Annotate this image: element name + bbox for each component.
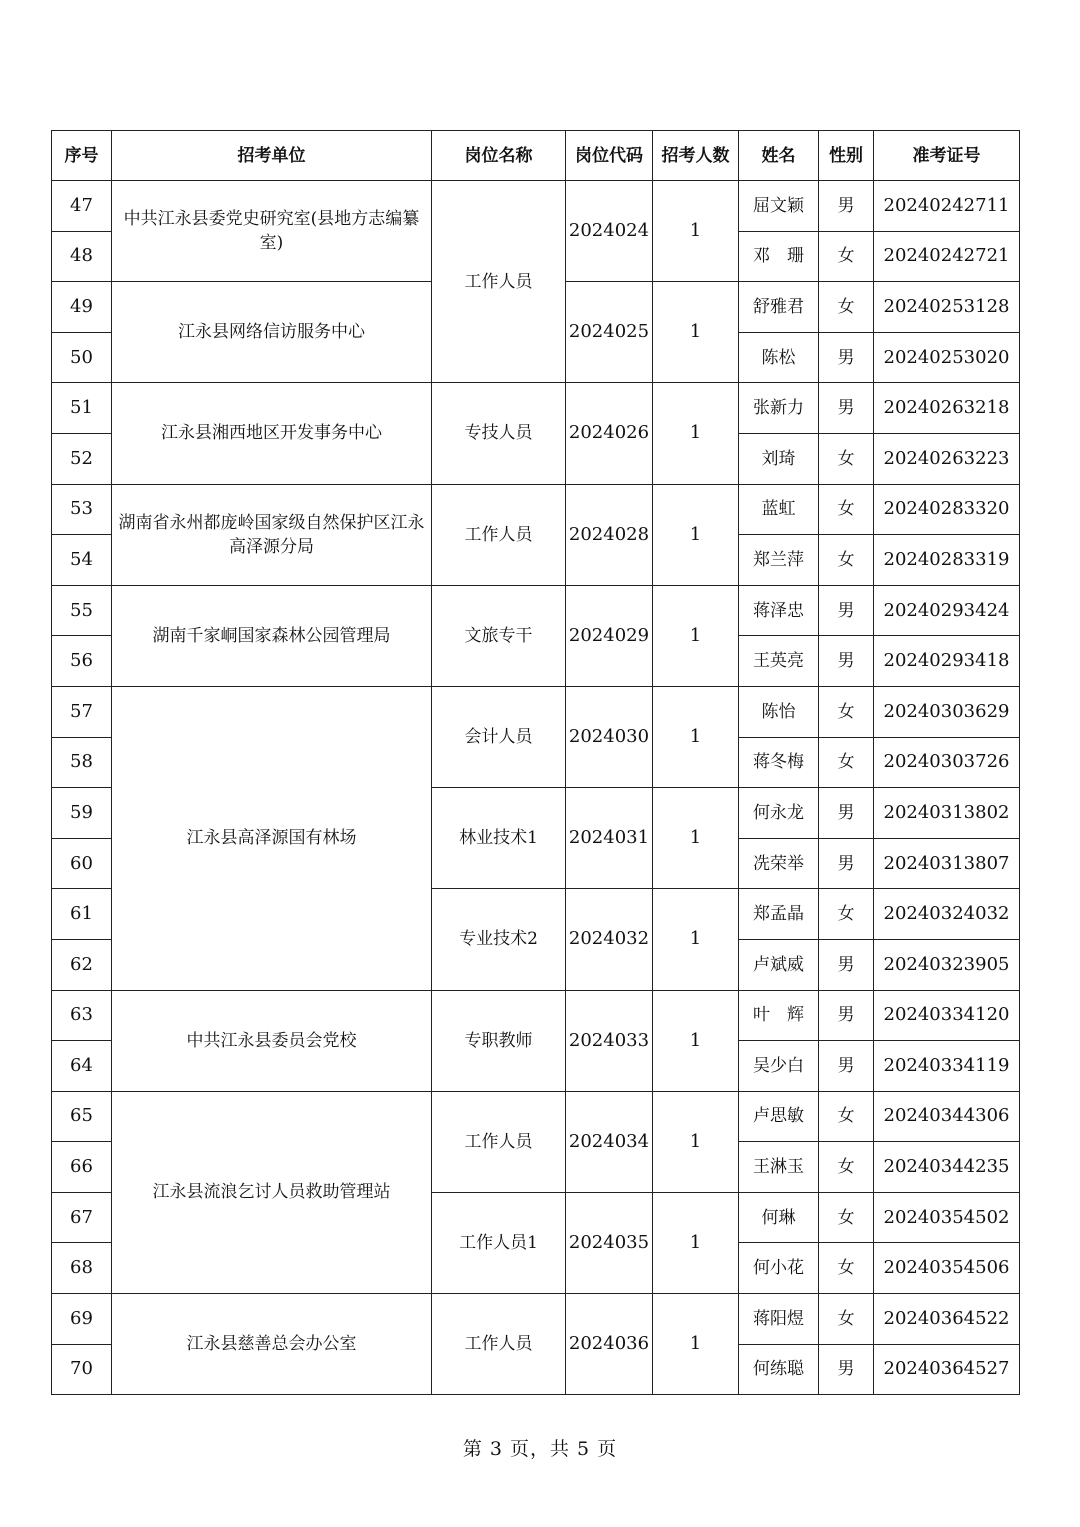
cell-exam-id: 20240334119 xyxy=(874,1041,1020,1092)
cell-seq: 53 xyxy=(52,484,112,535)
cell-position: 工作人员 xyxy=(432,181,566,383)
cell-position-code: 2024032 xyxy=(566,889,653,990)
table-row xyxy=(52,585,1020,636)
table-header-row xyxy=(52,131,1020,181)
cell-quota: 1 xyxy=(653,1091,739,1192)
cell-exam-id: 20240344235 xyxy=(874,1142,1020,1193)
cell-position: 专职教师 xyxy=(432,990,566,1091)
cell-name: 蒋阳煜 xyxy=(739,1294,819,1345)
cell-seq: 50 xyxy=(52,332,112,383)
header-name: 姓名 xyxy=(739,131,819,181)
cell-name: 郑兰萍 xyxy=(739,535,819,586)
cell-seq: 62 xyxy=(52,939,112,990)
cell-position-code: 2024035 xyxy=(566,1192,653,1293)
header-quota: 招考人数 xyxy=(653,131,739,181)
cell-quota: 1 xyxy=(653,1294,739,1395)
cell-seq: 51 xyxy=(52,383,112,434)
cell-quota: 1 xyxy=(653,990,739,1091)
cell-position: 文旅专干 xyxy=(432,585,566,686)
cell-gender: 女 xyxy=(819,282,874,333)
cell-seq: 54 xyxy=(52,535,112,586)
cell-seq: 57 xyxy=(52,686,112,737)
cell-name: 王英亮 xyxy=(739,636,819,687)
recruitment-table xyxy=(51,130,1020,1395)
cell-quota: 1 xyxy=(653,484,739,585)
cell-name: 蒋冬梅 xyxy=(739,737,819,788)
cell-seq: 67 xyxy=(52,1192,112,1243)
cell-position-code: 2024024 xyxy=(566,181,653,282)
cell-exam-id: 20240242721 xyxy=(874,231,1020,282)
cell-position-code: 2024028 xyxy=(566,484,653,585)
cell-unit: 江永县湘西地区开发事务中心 xyxy=(112,383,432,484)
cell-seq: 47 xyxy=(52,181,112,232)
cell-quota: 1 xyxy=(653,585,739,686)
table-row xyxy=(52,1294,1020,1345)
cell-position-code: 2024031 xyxy=(566,788,653,889)
cell-gender: 女 xyxy=(819,737,874,788)
cell-unit: 湖南千家峒国家森林公园管理局 xyxy=(112,585,432,686)
cell-name: 何小花 xyxy=(739,1243,819,1294)
cell-name: 舒雅君 xyxy=(739,282,819,333)
cell-quota: 1 xyxy=(653,889,739,990)
cell-position-code: 2024036 xyxy=(566,1294,653,1395)
cell-name: 蒋泽忠 xyxy=(739,585,819,636)
cell-gender: 男 xyxy=(819,332,874,383)
table-row xyxy=(52,181,1020,232)
cell-exam-id: 20240303726 xyxy=(874,737,1020,788)
cell-seq: 61 xyxy=(52,889,112,940)
header-seq: 序号 xyxy=(52,131,112,181)
cell-seq: 69 xyxy=(52,1294,112,1345)
cell-gender: 男 xyxy=(819,990,874,1041)
cell-gender: 男 xyxy=(819,585,874,636)
table-row xyxy=(52,383,1020,434)
cell-name: 王淋玉 xyxy=(739,1142,819,1193)
cell-position: 工作人员1 xyxy=(432,1192,566,1293)
cell-exam-id: 20240253128 xyxy=(874,282,1020,333)
cell-position: 工作人员 xyxy=(432,1091,566,1192)
cell-quota: 1 xyxy=(653,282,739,383)
cell-name: 卢思敏 xyxy=(739,1091,819,1142)
cell-unit: 江永县流浪乞讨人员救助管理站 xyxy=(112,1091,432,1293)
cell-quota: 1 xyxy=(653,383,739,484)
table-row xyxy=(52,686,1020,737)
cell-gender: 女 xyxy=(819,535,874,586)
cell-exam-id: 20240313802 xyxy=(874,788,1020,839)
cell-exam-id: 20240263223 xyxy=(874,433,1020,484)
cell-seq: 64 xyxy=(52,1041,112,1092)
cell-exam-id: 20240242711 xyxy=(874,181,1020,232)
cell-exam-id: 20240303629 xyxy=(874,686,1020,737)
cell-name: 屈文颖 xyxy=(739,181,819,232)
cell-quota: 1 xyxy=(653,181,739,282)
cell-unit: 湖南省永州都庞岭国家级自然保护区江永高泽源分局 xyxy=(112,484,432,585)
cell-gender: 女 xyxy=(819,484,874,535)
cell-exam-id: 20240263218 xyxy=(874,383,1020,434)
cell-gender: 男 xyxy=(819,788,874,839)
cell-position: 工作人员 xyxy=(432,484,566,585)
cell-seq: 66 xyxy=(52,1142,112,1193)
cell-gender: 男 xyxy=(819,1344,874,1395)
cell-exam-id: 20240283319 xyxy=(874,535,1020,586)
cell-position-code: 2024029 xyxy=(566,585,653,686)
cell-position: 专技人员 xyxy=(432,383,566,484)
table-row xyxy=(52,990,1020,1041)
cell-seq: 49 xyxy=(52,282,112,333)
cell-seq: 48 xyxy=(52,231,112,282)
cell-unit: 江永县慈善总会办公室 xyxy=(112,1294,432,1395)
table-row xyxy=(52,1091,1020,1142)
cell-gender: 女 xyxy=(819,231,874,282)
cell-seq: 52 xyxy=(52,433,112,484)
cell-seq: 63 xyxy=(52,990,112,1041)
cell-gender: 男 xyxy=(819,636,874,687)
cell-position-code: 2024033 xyxy=(566,990,653,1091)
cell-seq: 65 xyxy=(52,1091,112,1142)
cell-position-code: 2024030 xyxy=(566,686,653,787)
cell-gender: 男 xyxy=(819,838,874,889)
cell-gender: 女 xyxy=(819,889,874,940)
header-unit: 招考单位 xyxy=(112,131,432,181)
cell-gender: 男 xyxy=(819,383,874,434)
cell-name: 叶 辉 xyxy=(739,990,819,1041)
cell-exam-id: 20240293418 xyxy=(874,636,1020,687)
cell-name: 刘琦 xyxy=(739,433,819,484)
cell-gender: 女 xyxy=(819,1142,874,1193)
cell-quota: 1 xyxy=(653,788,739,889)
cell-name: 张新力 xyxy=(739,383,819,434)
cell-exam-id: 20240253020 xyxy=(874,332,1020,383)
cell-name: 陈怡 xyxy=(739,686,819,737)
cell-seq: 56 xyxy=(52,636,112,687)
cell-exam-id: 20240344306 xyxy=(874,1091,1020,1142)
cell-unit: 江永县高泽源国有林场 xyxy=(112,686,432,990)
cell-gender: 男 xyxy=(819,939,874,990)
cell-position: 林业技术1 xyxy=(432,788,566,889)
cell-gender: 女 xyxy=(819,433,874,484)
cell-gender: 女 xyxy=(819,1192,874,1243)
cell-seq: 60 xyxy=(52,838,112,889)
cell-gender: 男 xyxy=(819,181,874,232)
cell-exam-id: 20240364522 xyxy=(874,1294,1020,1345)
cell-exam-id: 20240354506 xyxy=(874,1243,1020,1294)
cell-quota: 1 xyxy=(653,1192,739,1293)
cell-exam-id: 20240283320 xyxy=(874,484,1020,535)
cell-position: 专业技术2 xyxy=(432,889,566,990)
cell-exam-id: 20240324032 xyxy=(874,889,1020,940)
cell-unit: 中共江永县委员会党校 xyxy=(112,990,432,1091)
cell-position-code: 2024025 xyxy=(566,282,653,383)
cell-unit: 中共江永县委党史研究室(县地方志编纂室) xyxy=(112,181,432,282)
table-row xyxy=(52,484,1020,535)
cell-name: 吴少白 xyxy=(739,1041,819,1092)
cell-exam-id: 20240334120 xyxy=(874,990,1020,1041)
cell-gender: 女 xyxy=(819,1294,874,1345)
cell-gender: 女 xyxy=(819,1243,874,1294)
cell-name: 何练聪 xyxy=(739,1344,819,1395)
cell-exam-id: 20240364527 xyxy=(874,1344,1020,1395)
cell-name: 卢斌威 xyxy=(739,939,819,990)
cell-gender: 女 xyxy=(819,686,874,737)
cell-position-code: 2024034 xyxy=(566,1091,653,1192)
cell-exam-id: 20240354502 xyxy=(874,1192,1020,1243)
cell-exam-id: 20240323905 xyxy=(874,939,1020,990)
cell-seq: 68 xyxy=(52,1243,112,1294)
page-number: 第 3 页，共 5 页 xyxy=(462,1438,618,1460)
cell-name: 邓 珊 xyxy=(739,231,819,282)
cell-name: 何琳 xyxy=(739,1192,819,1243)
cell-name: 蓝虹 xyxy=(739,484,819,535)
cell-seq: 70 xyxy=(52,1344,112,1395)
cell-name: 冼荣举 xyxy=(739,838,819,889)
header-gender: 性别 xyxy=(819,131,874,181)
cell-position: 会计人员 xyxy=(432,686,566,787)
cell-name: 郑孟晶 xyxy=(739,889,819,940)
cell-seq: 59 xyxy=(52,788,112,839)
cell-quota: 1 xyxy=(653,686,739,787)
cell-gender: 男 xyxy=(819,1041,874,1092)
cell-seq: 55 xyxy=(52,585,112,636)
cell-seq: 58 xyxy=(52,737,112,788)
cell-position: 工作人员 xyxy=(432,1294,566,1395)
cell-name: 何永龙 xyxy=(739,788,819,839)
header-exam-id: 准考证号 xyxy=(874,131,1020,181)
cell-unit: 江永县网络信访服务中心 xyxy=(112,282,432,383)
cell-position-code: 2024026 xyxy=(566,383,653,484)
cell-name: 陈松 xyxy=(739,332,819,383)
header-position: 岗位名称 xyxy=(432,131,566,181)
cell-gender: 女 xyxy=(819,1091,874,1142)
table-body xyxy=(52,181,1020,1395)
cell-exam-id: 20240313807 xyxy=(874,838,1020,889)
header-position-code: 岗位代码 xyxy=(566,131,653,181)
cell-exam-id: 20240293424 xyxy=(874,585,1020,636)
